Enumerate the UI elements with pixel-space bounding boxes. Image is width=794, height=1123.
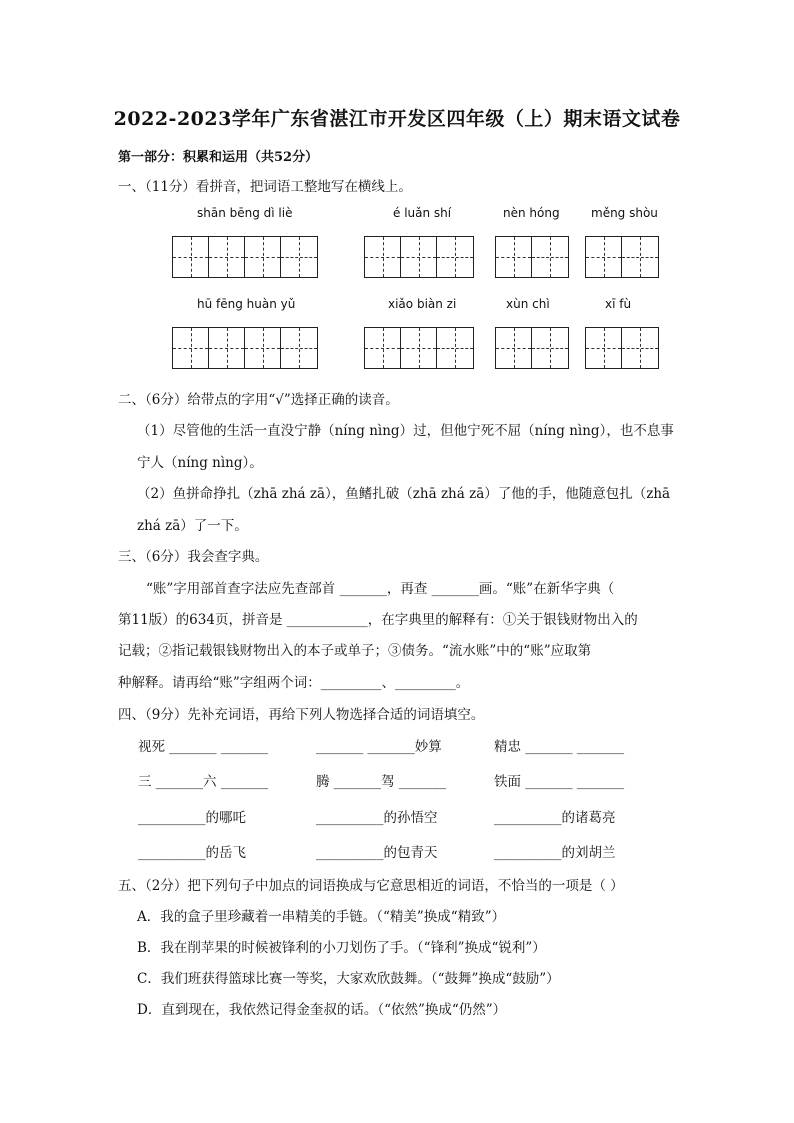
- q4-blank[interactable]: 铁面 _______ _______: [494, 774, 625, 790]
- q5-option-c[interactable]: C．我们班获得篮球比赛一等奖，大家欢欣鼓舞。（“鼓舞”换成“鼓励”）: [137, 971, 560, 987]
- q4-blank[interactable]: 三 _______六 _______: [138, 774, 269, 790]
- section-heading: 第一部分：积累和运用（共52分）: [118, 150, 319, 165]
- q3-line: 种解释。请再给“账”字组两个词：_________、_________。: [118, 675, 470, 691]
- pinyin-label: nèn hóng: [503, 206, 560, 220]
- q4-blank[interactable]: __________的包青天: [316, 845, 438, 861]
- q5-option-b[interactable]: B．我在削苹果的时候被锋利的小刀划伤了手。（“锋利”换成“锐利”）: [137, 940, 546, 956]
- pinyin-label: měng shòu: [591, 206, 658, 220]
- q1-stem: 一、（11分）看拼音，把词语工整地写在横线上。: [118, 179, 412, 195]
- q5-option-a[interactable]: A．我的盒子里珍藏着一串精美的手链。（“精美”换成“精致”）: [137, 909, 506, 925]
- writing-grid[interactable]: [364, 236, 474, 278]
- pinyin-label: xùn chì: [506, 297, 550, 311]
- q3-line: 第11版）的634页，拼音是 ____________，在字典里的解释有：①关于银钱财物出入的: [118, 612, 638, 628]
- writing-grid[interactable]: [495, 236, 569, 278]
- q4-blank[interactable]: __________的诸葛亮: [494, 810, 616, 826]
- q2-line: （1）尽管他的生活一直没宁静（níng nìng）过，但他宁死不屈（níng nìng），也不息事: [137, 423, 674, 439]
- writing-grid[interactable]: [585, 236, 659, 278]
- pinyin-label: hū fēng huàn yǔ: [197, 297, 296, 311]
- writing-grid[interactable]: [364, 327, 474, 369]
- q4-blank[interactable]: 腾 _______驾 _______: [316, 774, 447, 790]
- q5-option-d[interactable]: D．直到现在，我依然记得金奎叔的话。（“依然”换成“仍然”）: [137, 1002, 507, 1018]
- q4-blank[interactable]: __________的刘胡兰: [494, 845, 616, 861]
- q4-blank[interactable]: __________的孙悟空: [316, 810, 438, 826]
- q4-blank[interactable]: __________的岳飞: [138, 845, 246, 861]
- writing-grid[interactable]: [585, 327, 659, 369]
- q2-line: zhá zā）了一下。: [137, 518, 248, 534]
- q3-stem: 三、（6分）我会查字典。: [118, 549, 269, 565]
- q4-blank[interactable]: __________的哪吒: [138, 810, 246, 826]
- pinyin-label: xī fù: [605, 297, 632, 311]
- q2-line: （2）鱼拼命挣扎（zhā zhá zā），鱼鳍扎破（zhā zhá zā）了他的手，他随意包扎（zhā: [137, 486, 671, 502]
- writing-grid[interactable]: [172, 236, 318, 278]
- pinyin-label: é luǎn shí: [393, 206, 452, 220]
- q4-blank[interactable]: 视死 _______ _______: [138, 739, 269, 755]
- q4-blank[interactable]: 精忠 _______ _______: [494, 739, 625, 755]
- q2-line: 宁人（níng nìng）。: [137, 455, 263, 471]
- page-title: 2022-2023学年广东省湛江市开发区四年级（上）期末语文试卷: [113, 108, 681, 130]
- q4-stem: 四、（9分）先补充词语，再给下列人物选择合适的词语填空。: [118, 707, 485, 723]
- q3-line: “账”字用部首查字法应先查部首 _______，再查 _______画。“账”在新华字典（: [146, 581, 615, 597]
- pinyin-label: xiǎo biàn zi: [388, 297, 457, 311]
- q3-line: 记载；②指记载银钱财物出入的本子或单子；③债务。“流水账”中的“账”应取第: [118, 643, 592, 659]
- writing-grid[interactable]: [172, 327, 318, 369]
- writing-grid[interactable]: [495, 327, 569, 369]
- q2-stem: 二、（6分）给带点的字用“√”选择正确的读音。: [118, 392, 399, 408]
- q5-stem: 五、（2分）把下列句子中加点的词语换成与它意思相近的词语，不恰当的一项是（ ）: [118, 878, 624, 894]
- pinyin-label: shān bēng dì liè: [197, 206, 293, 220]
- q4-blank[interactable]: _______ _______妙算: [316, 739, 442, 755]
